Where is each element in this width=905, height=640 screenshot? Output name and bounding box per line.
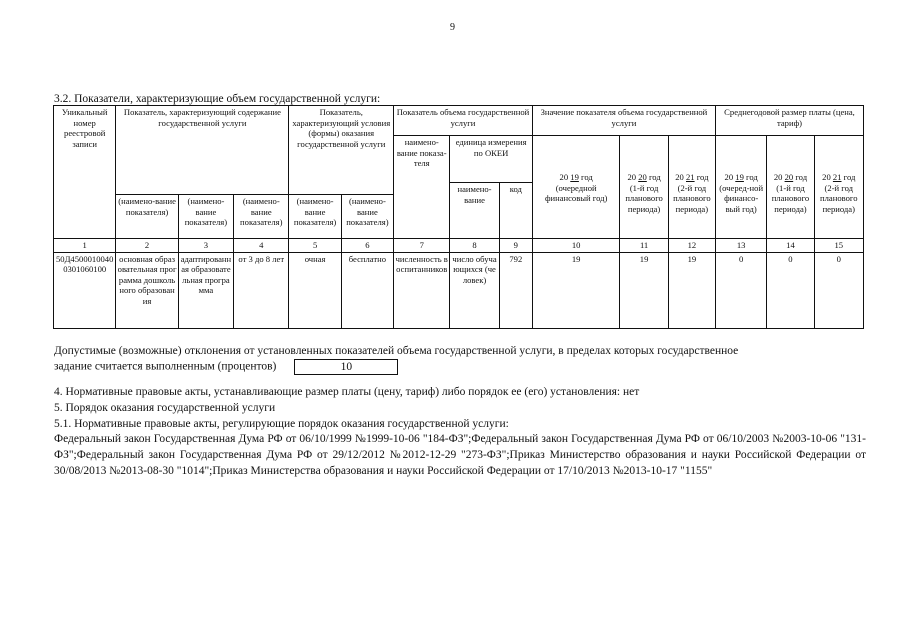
cell-fee-2019: 0 (716, 252, 767, 328)
cell-content-1: основная образовательная программа дошкольного образования (116, 252, 178, 328)
header-value-2019: 20 19 год (очередной финансовый год) (532, 136, 620, 239)
volume-indicators-table (53, 105, 864, 329)
header-content-sub-1: (наимено-вание показателя) (116, 195, 178, 239)
cell-value-2021: 19 (668, 252, 715, 328)
cell-content-2: адаптированная образовательная программа (178, 252, 233, 328)
column-number: 1 (54, 239, 116, 253)
deviation-block (54, 344, 866, 375)
column-number: 4 (234, 239, 289, 253)
column-number: 12 (668, 239, 715, 253)
column-number: 15 (814, 239, 863, 253)
column-number: 10 (532, 239, 620, 253)
cell-fee-2021: 0 (814, 252, 863, 328)
cell-value-2019: 19 (532, 252, 620, 328)
column-number: 9 (499, 239, 532, 253)
header-registry-number: Уникальный номер реестровой записи (54, 106, 116, 239)
header-content-sub-3: (наимено-вание показателя) (234, 195, 289, 239)
deviation-label: задание считается выполненным (процентов) (54, 360, 277, 373)
header-volume-indicator: Показатель объема государственной услуги (394, 106, 533, 136)
header-content-sub-2: (наимено-вание показателя) (178, 195, 233, 239)
column-number: 2 (116, 239, 178, 253)
cell-fee-2020: 0 (767, 252, 814, 328)
deviation-text-line2 (54, 359, 866, 375)
column-number: 5 (289, 239, 341, 253)
header-fee-2020: 20 20 год (1-й год планового периода) (767, 136, 814, 239)
legal-acts-block (54, 385, 866, 480)
column-number: 11 (620, 239, 668, 253)
cell-registry: 50Д45000100400301060100 (54, 252, 116, 328)
column-number-row (54, 239, 864, 253)
header-volume-value: Значение показателя объема государственной услуги (532, 106, 715, 136)
column-number: 3 (178, 239, 233, 253)
deviation-text-line1: Допустимые (возможные) отклонения от установленных показателей объема государственной услуги, в пределах которых государственное (54, 345, 739, 357)
table-row (54, 252, 864, 328)
column-number: 14 (767, 239, 814, 253)
cell-content-3: от 3 до 8 лет (234, 252, 289, 328)
item-5-1: 5.1. Нормативные правовые акты, регулирующие порядок оказания государственной услуги: (54, 417, 509, 430)
header-value-2021: 20 21 год (2-й год планового периода) (668, 136, 715, 239)
header-fee-2019: 20 19 год (очеред-ной финансо-вый год) (716, 136, 767, 239)
header-unit-name: наимено-вание (450, 183, 499, 239)
page-number: 9 (450, 22, 455, 33)
section-title: 3.2. Показатели, характеризующие объем государственной услуги: (54, 93, 381, 105)
item-4: 4. Нормативные правовые акты, устанавливающие размер платы (цену, тариф) либо порядок ее (его) установления: нет (54, 386, 640, 398)
item-5: 5. Порядок оказания государственной услуги (54, 401, 276, 414)
header-content-indicator: Показатель, характеризующий содержание государственной услуги (116, 106, 289, 195)
column-number: 8 (450, 239, 499, 253)
column-number: 6 (341, 239, 393, 253)
legal-acts-list: Федеральный закон Государственная Дума РФ от 06/10/1999 №1999-10-06 "184-ФЗ";Федеральный закон Государственная Дума РФ от 06/10/2003 №2003-10-06 "131-ФЗ";Федеральный закон Государственная Дума РФ от 29/12/2012 №2012-12-29 "273-ФЗ";Приказ Министерство образования и науки Российской Федерации от 30/08/2013 №2013-08-30 "1014";Приказ Министерства образования и науки Российской Федерации от 17/10/2013 №2013-10-17 "1155" (54, 433, 866, 477)
header-condition-sub-2: (наимено-вание показателя) (341, 195, 393, 239)
header-fee-2021: 20 21 год (2-й год планового периода) (814, 136, 863, 239)
cell-value-2020: 19 (620, 252, 668, 328)
header-unit: единица измерения по ОКЕИ (450, 136, 533, 183)
column-number: 13 (716, 239, 767, 253)
cell-condition-2: бесплатно (341, 252, 393, 328)
header-indicator-name: наимено-вание показа-теля (394, 136, 450, 239)
cell-condition-1: очная (289, 252, 341, 328)
header-condition-sub-1: (наимено-вание показателя) (289, 195, 341, 239)
deviation-value-box: 10 (294, 359, 398, 375)
cell-unit-code: 792 (499, 252, 532, 328)
header-unit-code: код (499, 183, 532, 239)
column-number: 7 (394, 239, 450, 253)
cell-indicator-name: численность воспитанников (394, 252, 450, 328)
header-avg-fee: Среднегодовой размер платы (цена, тариф) (716, 106, 864, 136)
cell-unit-name: число обучающихся (человек) (450, 252, 499, 328)
header-conditions-indicator: Показатель, характеризующий условия (формы) оказания государственной услуги (289, 106, 394, 195)
header-value-2020: 20 20 год (1-й год планового периода) (620, 136, 668, 239)
